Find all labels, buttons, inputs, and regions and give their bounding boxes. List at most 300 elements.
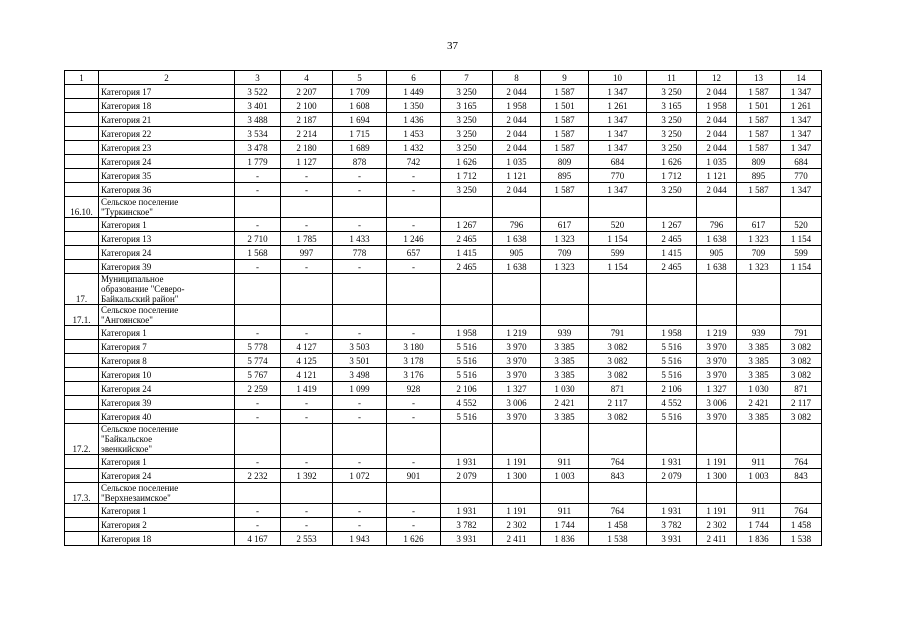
value-cell: 2 207 bbox=[281, 85, 333, 99]
value-cell: - bbox=[387, 518, 441, 532]
column-header: 7 bbox=[441, 71, 493, 85]
value-cell: 1 003 bbox=[541, 469, 589, 483]
value-cell: 3 970 bbox=[493, 410, 541, 424]
row-name-line: Сельское поселение bbox=[101, 305, 179, 315]
column-header: 9 bbox=[541, 71, 589, 85]
value-cell: - bbox=[281, 260, 333, 274]
value-cell: 2 079 bbox=[441, 469, 493, 483]
row-name-cell bbox=[99, 518, 235, 532]
row-number-cell bbox=[65, 368, 99, 382]
value-cell: 1 191 bbox=[493, 504, 541, 518]
column-header: 5 bbox=[333, 71, 387, 85]
value-cell: 1 931 bbox=[647, 455, 697, 469]
value-cell: - bbox=[235, 183, 281, 197]
row-number-cell bbox=[65, 141, 99, 155]
value-cell: 1 568 bbox=[235, 246, 281, 260]
row-name-line: Категория 13 bbox=[101, 233, 152, 244]
value-cell: 1 931 bbox=[441, 504, 493, 518]
row-number-cell bbox=[65, 410, 99, 424]
value-cell: 3 250 bbox=[441, 183, 493, 197]
value-cell bbox=[493, 197, 541, 218]
value-cell: 1 453 bbox=[387, 127, 441, 141]
value-cell bbox=[441, 197, 493, 218]
value-cell: 2 411 bbox=[493, 532, 541, 546]
value-cell: 1 154 bbox=[781, 260, 822, 274]
value-cell: 3 250 bbox=[647, 141, 697, 155]
value-cell bbox=[281, 197, 333, 218]
value-cell: 2 044 bbox=[697, 85, 737, 99]
column-header: 10 bbox=[589, 71, 647, 85]
value-cell: 2 044 bbox=[493, 183, 541, 197]
value-cell: 684 bbox=[781, 155, 822, 169]
value-cell: 3 082 bbox=[589, 354, 647, 368]
value-cell: 617 bbox=[541, 218, 589, 232]
value-cell: 3 250 bbox=[441, 85, 493, 99]
value-cell: 1 587 bbox=[541, 183, 589, 197]
row-name-line: Категория 40 bbox=[101, 411, 152, 422]
value-cell: 3 250 bbox=[441, 127, 493, 141]
value-cell bbox=[235, 305, 281, 326]
row-name-line: Категория 35 bbox=[101, 170, 152, 181]
value-cell: - bbox=[235, 396, 281, 410]
row-name-line: Сельское поселение bbox=[101, 424, 179, 434]
table-row bbox=[65, 518, 822, 532]
value-cell bbox=[493, 483, 541, 504]
row-name-cell bbox=[99, 396, 235, 410]
table-row bbox=[65, 197, 822, 218]
value-cell: 791 bbox=[589, 326, 647, 340]
row-number-cell bbox=[65, 113, 99, 127]
value-cell: 1 436 bbox=[387, 113, 441, 127]
column-header-row bbox=[65, 71, 822, 85]
value-cell: 2 079 bbox=[647, 469, 697, 483]
column-header: 14 bbox=[781, 71, 822, 85]
value-cell: - bbox=[333, 326, 387, 340]
row-name-line: Категория 1 bbox=[101, 327, 147, 338]
value-cell: 1 392 bbox=[281, 469, 333, 483]
row-name-cell bbox=[99, 424, 235, 455]
value-cell bbox=[647, 305, 697, 326]
value-cell: 5 516 bbox=[441, 368, 493, 382]
table-row bbox=[65, 326, 822, 340]
value-cell: 1 638 bbox=[493, 260, 541, 274]
value-cell: - bbox=[235, 326, 281, 340]
value-cell: 3 180 bbox=[387, 340, 441, 354]
value-cell: 911 bbox=[737, 504, 781, 518]
value-cell: 1 219 bbox=[697, 326, 737, 340]
value-cell: - bbox=[281, 183, 333, 197]
row-name-cell bbox=[99, 274, 235, 305]
value-cell: 809 bbox=[737, 155, 781, 169]
value-cell: 5 516 bbox=[441, 340, 493, 354]
value-cell: 1 931 bbox=[647, 504, 697, 518]
value-cell: 1 587 bbox=[541, 127, 589, 141]
value-cell: 684 bbox=[589, 155, 647, 169]
value-cell: 2 553 bbox=[281, 532, 333, 546]
value-cell: 3 250 bbox=[647, 183, 697, 197]
value-cell: 1 626 bbox=[647, 155, 697, 169]
row-name-line: Сельское поселение bbox=[101, 483, 179, 493]
value-cell bbox=[589, 424, 647, 455]
value-cell: 1 327 bbox=[493, 382, 541, 396]
value-cell bbox=[235, 274, 281, 305]
value-cell: 1 744 bbox=[737, 518, 781, 532]
value-cell: 1 219 bbox=[493, 326, 541, 340]
row-name-cell bbox=[99, 382, 235, 396]
value-cell: 1 587 bbox=[737, 141, 781, 155]
value-cell: 1 347 bbox=[781, 113, 822, 127]
value-cell: 1 246 bbox=[387, 232, 441, 246]
value-cell: 2 180 bbox=[281, 141, 333, 155]
value-cell bbox=[333, 424, 387, 455]
value-cell: 1 003 bbox=[737, 469, 781, 483]
value-cell: 1 689 bbox=[333, 141, 387, 155]
value-cell: 2 465 bbox=[647, 232, 697, 246]
value-cell: - bbox=[387, 183, 441, 197]
value-cell: 3 522 bbox=[235, 85, 281, 99]
value-cell: 3 534 bbox=[235, 127, 281, 141]
value-cell: - bbox=[333, 218, 387, 232]
value-cell: 1 626 bbox=[441, 155, 493, 169]
value-cell bbox=[589, 274, 647, 305]
value-cell bbox=[441, 274, 493, 305]
value-cell: - bbox=[281, 455, 333, 469]
value-cell: 1 347 bbox=[589, 113, 647, 127]
value-cell: 1 587 bbox=[541, 113, 589, 127]
value-cell: 4 121 bbox=[281, 368, 333, 382]
row-name-cell bbox=[99, 260, 235, 274]
value-cell: 1 449 bbox=[387, 85, 441, 99]
row-number-cell: 17.1. bbox=[65, 305, 99, 326]
row-number-cell bbox=[65, 354, 99, 368]
value-cell: 3 478 bbox=[235, 141, 281, 155]
table-row bbox=[65, 469, 822, 483]
row-name-cell bbox=[99, 410, 235, 424]
row-number-cell bbox=[65, 532, 99, 546]
value-cell: 1 694 bbox=[333, 113, 387, 127]
value-cell bbox=[737, 305, 781, 326]
value-cell: 5 516 bbox=[441, 410, 493, 424]
table-row bbox=[65, 141, 822, 155]
value-cell bbox=[333, 483, 387, 504]
value-cell bbox=[493, 424, 541, 455]
row-number-cell bbox=[65, 99, 99, 113]
value-cell: 1 943 bbox=[333, 532, 387, 546]
value-cell bbox=[235, 197, 281, 218]
value-cell: 1 587 bbox=[737, 113, 781, 127]
value-cell: - bbox=[235, 410, 281, 424]
value-cell: 1 587 bbox=[737, 85, 781, 99]
tariff-table bbox=[64, 70, 822, 546]
value-cell: 1 323 bbox=[737, 232, 781, 246]
value-cell: 2 106 bbox=[441, 382, 493, 396]
value-cell bbox=[387, 305, 441, 326]
value-cell: 2 302 bbox=[493, 518, 541, 532]
value-cell: 3 165 bbox=[647, 99, 697, 113]
value-cell: - bbox=[235, 504, 281, 518]
value-cell: 878 bbox=[333, 155, 387, 169]
value-cell: 1 638 bbox=[697, 260, 737, 274]
row-name-line: Категория 1 bbox=[101, 505, 147, 516]
row-name-cell bbox=[99, 483, 235, 504]
row-number-cell bbox=[65, 246, 99, 260]
value-cell: 1 415 bbox=[647, 246, 697, 260]
value-cell: 5 516 bbox=[647, 354, 697, 368]
value-cell: 3 250 bbox=[441, 113, 493, 127]
row-name-line: Муниципальное bbox=[101, 274, 164, 284]
value-cell bbox=[493, 274, 541, 305]
value-cell bbox=[281, 274, 333, 305]
value-cell: 2 187 bbox=[281, 113, 333, 127]
value-cell bbox=[589, 483, 647, 504]
value-cell: 3 082 bbox=[781, 354, 822, 368]
value-cell: 5 516 bbox=[647, 340, 697, 354]
value-cell: - bbox=[235, 455, 281, 469]
value-cell: 2 044 bbox=[493, 113, 541, 127]
value-cell: 1 261 bbox=[781, 99, 822, 113]
value-cell: - bbox=[235, 518, 281, 532]
value-cell: 1 300 bbox=[493, 469, 541, 483]
value-cell: - bbox=[333, 518, 387, 532]
value-cell: 3 970 bbox=[697, 410, 737, 424]
row-number-cell bbox=[65, 155, 99, 169]
row-name-cell bbox=[99, 246, 235, 260]
row-name-line: "Верхнезаимское" bbox=[101, 493, 171, 503]
value-cell bbox=[493, 305, 541, 326]
value-cell: 1 712 bbox=[441, 169, 493, 183]
value-cell: 1 347 bbox=[781, 127, 822, 141]
value-cell: 3 503 bbox=[333, 340, 387, 354]
value-cell: 3 385 bbox=[737, 368, 781, 382]
value-cell: 2 117 bbox=[589, 396, 647, 410]
value-cell: 3 385 bbox=[737, 410, 781, 424]
value-cell: 809 bbox=[541, 155, 589, 169]
row-name-line: Категория 22 bbox=[101, 128, 152, 139]
value-cell: 1 267 bbox=[441, 218, 493, 232]
value-cell: - bbox=[281, 518, 333, 532]
value-cell bbox=[737, 197, 781, 218]
row-number-cell bbox=[65, 127, 99, 141]
row-name-line: Категория 39 bbox=[101, 261, 152, 272]
value-cell: 1 035 bbox=[697, 155, 737, 169]
value-cell: - bbox=[387, 326, 441, 340]
row-name-line: "Туркинское" bbox=[101, 207, 153, 217]
row-name-line: эвенкийское" bbox=[101, 444, 153, 454]
row-name-cell bbox=[99, 504, 235, 518]
value-cell: 5 516 bbox=[647, 410, 697, 424]
row-name-cell bbox=[99, 155, 235, 169]
row-name-cell bbox=[99, 183, 235, 197]
table-row bbox=[65, 127, 822, 141]
value-cell: 1 347 bbox=[589, 127, 647, 141]
value-cell bbox=[737, 483, 781, 504]
row-name-line: образование "Северо- bbox=[101, 284, 185, 294]
value-cell: 770 bbox=[589, 169, 647, 183]
value-cell bbox=[697, 274, 737, 305]
row-number-cell bbox=[65, 218, 99, 232]
row-name-cell bbox=[99, 197, 235, 218]
table-body bbox=[65, 85, 822, 546]
value-cell: - bbox=[387, 455, 441, 469]
value-cell bbox=[697, 424, 737, 455]
table-row bbox=[65, 483, 822, 504]
value-cell: 5 516 bbox=[441, 354, 493, 368]
row-name-line: Категория 36 bbox=[101, 184, 152, 195]
value-cell bbox=[441, 424, 493, 455]
row-name-cell bbox=[99, 232, 235, 246]
value-cell: 1 099 bbox=[333, 382, 387, 396]
value-cell: 1 121 bbox=[493, 169, 541, 183]
value-cell bbox=[697, 483, 737, 504]
value-cell: 2 421 bbox=[541, 396, 589, 410]
value-cell: 2 214 bbox=[281, 127, 333, 141]
row-name-line: Категория 21 bbox=[101, 114, 152, 125]
value-cell bbox=[333, 197, 387, 218]
row-number-cell: 17.3. bbox=[65, 483, 99, 504]
value-cell: 1 458 bbox=[781, 518, 822, 532]
value-cell: 764 bbox=[781, 504, 822, 518]
value-cell: - bbox=[387, 218, 441, 232]
value-cell: 1 638 bbox=[493, 232, 541, 246]
value-cell: 599 bbox=[589, 246, 647, 260]
value-cell: 1 323 bbox=[737, 260, 781, 274]
value-cell: 3 250 bbox=[441, 141, 493, 155]
value-cell: 3 082 bbox=[781, 340, 822, 354]
value-cell: 5 516 bbox=[647, 368, 697, 382]
value-cell: 3 385 bbox=[541, 410, 589, 424]
row-number-cell bbox=[65, 169, 99, 183]
value-cell: 709 bbox=[541, 246, 589, 260]
value-cell: 2 044 bbox=[697, 127, 737, 141]
value-cell: 2 044 bbox=[697, 113, 737, 127]
value-cell: 911 bbox=[737, 455, 781, 469]
value-cell: 3 006 bbox=[493, 396, 541, 410]
value-cell: 905 bbox=[697, 246, 737, 260]
value-cell bbox=[781, 424, 822, 455]
value-cell: 709 bbox=[737, 246, 781, 260]
row-number-cell bbox=[65, 232, 99, 246]
value-cell: 1 458 bbox=[589, 518, 647, 532]
row-name-cell bbox=[99, 326, 235, 340]
value-cell: 3 250 bbox=[647, 113, 697, 127]
value-cell bbox=[647, 424, 697, 455]
value-cell bbox=[387, 483, 441, 504]
row-name-line: Категория 24 bbox=[101, 383, 152, 394]
page-number: 37 bbox=[447, 40, 458, 52]
row-name-line: Категория 1 bbox=[101, 219, 147, 230]
value-cell bbox=[697, 197, 737, 218]
value-cell: 770 bbox=[781, 169, 822, 183]
value-cell: 2 100 bbox=[281, 99, 333, 113]
value-cell: - bbox=[387, 504, 441, 518]
value-cell: 1 501 bbox=[737, 99, 781, 113]
value-cell: 3 250 bbox=[647, 127, 697, 141]
value-cell: 1 709 bbox=[333, 85, 387, 99]
table-row bbox=[65, 455, 822, 469]
row-name-line: Категория 7 bbox=[101, 341, 147, 352]
value-cell: 4 552 bbox=[441, 396, 493, 410]
value-cell: 928 bbox=[387, 382, 441, 396]
value-cell bbox=[647, 274, 697, 305]
value-cell bbox=[333, 274, 387, 305]
value-cell: 1 715 bbox=[333, 127, 387, 141]
value-cell: - bbox=[281, 326, 333, 340]
value-cell: 3 488 bbox=[235, 113, 281, 127]
table-row bbox=[65, 382, 822, 396]
row-number-cell bbox=[65, 85, 99, 99]
value-cell: 2 044 bbox=[697, 183, 737, 197]
value-cell: 1 958 bbox=[441, 326, 493, 340]
value-cell bbox=[737, 424, 781, 455]
row-name-cell bbox=[99, 113, 235, 127]
value-cell: - bbox=[387, 260, 441, 274]
row-name-line: Байкальский район" bbox=[101, 294, 179, 304]
value-cell: 791 bbox=[781, 326, 822, 340]
value-cell: 4 127 bbox=[281, 340, 333, 354]
table-row bbox=[65, 218, 822, 232]
row-number-cell bbox=[65, 340, 99, 354]
value-cell: 5 767 bbox=[235, 368, 281, 382]
value-cell: 3 165 bbox=[441, 99, 493, 113]
value-cell: 599 bbox=[781, 246, 822, 260]
value-cell: 2 106 bbox=[647, 382, 697, 396]
value-cell: 3 970 bbox=[493, 368, 541, 382]
value-cell bbox=[737, 274, 781, 305]
table-row bbox=[65, 532, 822, 546]
value-cell: 2 411 bbox=[697, 532, 737, 546]
value-cell bbox=[541, 483, 589, 504]
value-cell: 3 931 bbox=[441, 532, 493, 546]
value-cell: 1 608 bbox=[333, 99, 387, 113]
value-cell bbox=[781, 197, 822, 218]
value-cell: - bbox=[333, 410, 387, 424]
table-row bbox=[65, 340, 822, 354]
value-cell: 1 300 bbox=[697, 469, 737, 483]
row-name-cell bbox=[99, 169, 235, 183]
value-cell: 3 385 bbox=[737, 340, 781, 354]
row-name-line: Категория 39 bbox=[101, 397, 152, 408]
value-cell: 3 970 bbox=[493, 340, 541, 354]
value-cell: 3 250 bbox=[647, 85, 697, 99]
row-name-line: Категория 23 bbox=[101, 142, 152, 153]
value-cell: 1 327 bbox=[697, 382, 737, 396]
value-cell: 1 931 bbox=[441, 455, 493, 469]
value-cell: - bbox=[333, 260, 387, 274]
value-cell: - bbox=[387, 396, 441, 410]
value-cell bbox=[589, 197, 647, 218]
value-cell: 1 538 bbox=[781, 532, 822, 546]
row-name-cell bbox=[99, 455, 235, 469]
value-cell bbox=[541, 424, 589, 455]
row-number-cell: 17. bbox=[65, 274, 99, 305]
value-cell: 764 bbox=[781, 455, 822, 469]
value-cell bbox=[541, 305, 589, 326]
value-cell: 5 774 bbox=[235, 354, 281, 368]
value-cell: 1 587 bbox=[541, 141, 589, 155]
value-cell: 1 433 bbox=[333, 232, 387, 246]
value-cell bbox=[697, 305, 737, 326]
value-cell: 1 347 bbox=[781, 183, 822, 197]
value-cell bbox=[387, 197, 441, 218]
value-cell: 1 127 bbox=[281, 155, 333, 169]
value-cell: 3 782 bbox=[647, 518, 697, 532]
table-row bbox=[65, 169, 822, 183]
value-cell: 2 465 bbox=[647, 260, 697, 274]
value-cell: 3 082 bbox=[589, 340, 647, 354]
table-row bbox=[65, 424, 822, 455]
value-cell: 1 350 bbox=[387, 99, 441, 113]
value-cell bbox=[781, 483, 822, 504]
